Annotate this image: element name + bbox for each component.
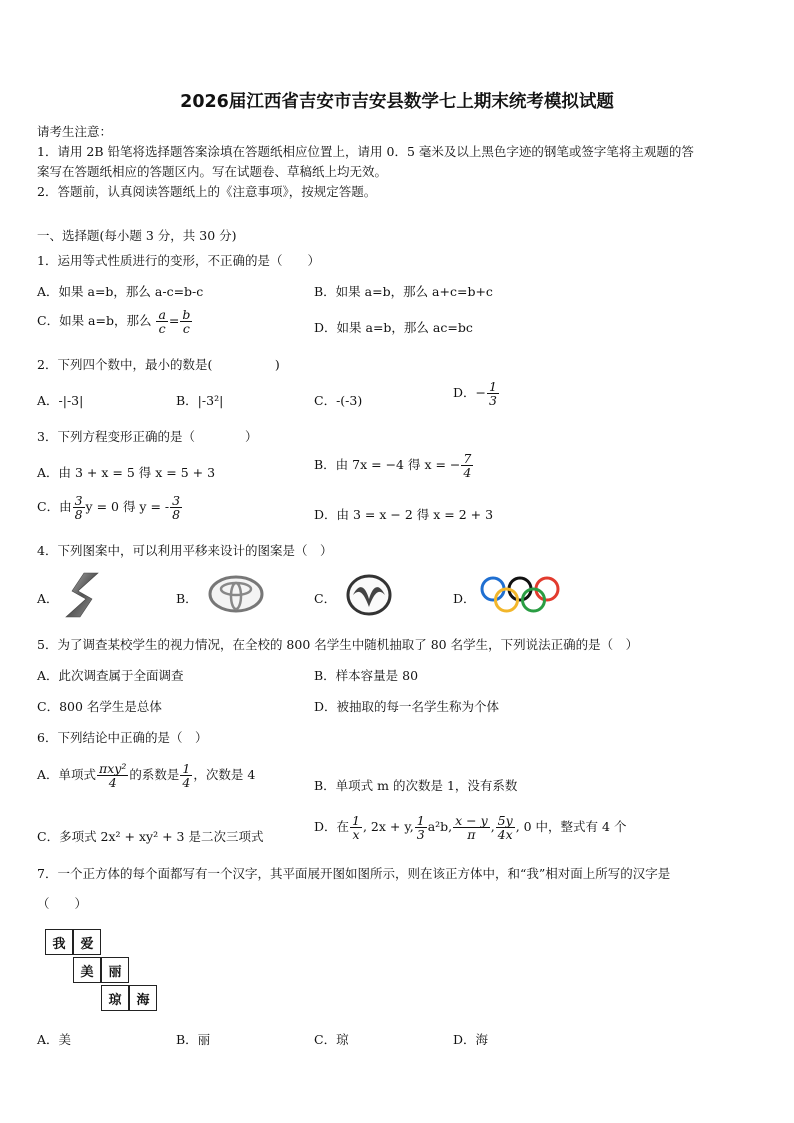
q5-option-d: D．被抽取的每一名学生称为个体 — [314, 699, 500, 714]
q7-paren: （ ） — [37, 896, 88, 911]
q6-stem: 6．下列结论中正确的是（ ） — [37, 730, 208, 745]
q3-c-middle: y = 0 得 y = - — [85, 499, 170, 515]
q2-d-fraction: $\frac{1}{3}$ — [489, 379, 497, 409]
q2-option-a: A．-|-3| — [37, 393, 84, 408]
section-heading: 一、选择题(每小题 3 分，共 30 分) — [37, 228, 237, 243]
q2-option-d — [453, 380, 500, 407]
q1-option-b: B．如果 a=b，那么 a+c=b+c — [314, 284, 493, 299]
q3-c-fraction-1: $\frac{3}{8}$ — [74, 493, 83, 523]
q6-d-fraction-1: $\frac{1}{x}$ — [352, 813, 360, 843]
net-cell-mei: 美 — [73, 957, 101, 983]
q6-d-middle-1: , 2x + y, — [362, 819, 414, 835]
notice-line-2: 2．答题前，认真阅读答题纸上的《注意事项》，按规定答题。 — [37, 184, 377, 199]
q2-d-prefix: D．− — [453, 385, 486, 401]
q1-option-a: A．如果 a=b，那么 a-c=b-c — [37, 284, 204, 299]
q6-a-middle: 的系数是 — [129, 767, 180, 783]
q1-option-c — [37, 308, 193, 335]
q3-c-fraction-2: $\frac{3}{8}$ — [172, 493, 181, 523]
q3-option-d: D．由 3 = x − 2 得 x = 2 + 3 — [314, 507, 494, 522]
olympic-rings-icon — [478, 574, 562, 616]
q5-option-a: A．此次调查属于全面调查 — [37, 668, 184, 683]
net-cell-hai: 海 — [129, 985, 157, 1011]
q4-option-b-label: B． — [176, 591, 198, 606]
page-title: 2026届江西省吉安市吉安县数学七上期末统考模拟试题 — [180, 92, 614, 112]
q2-option-c: C．-(-3) — [314, 393, 363, 408]
q6-option-c: C．多项式 2x² + xy² + 3 是二次三项式 — [37, 829, 264, 844]
net-cell-wo: 我 — [45, 929, 73, 955]
toyota-logo-icon — [208, 575, 264, 613]
notice-heading: 请考生注意： — [37, 124, 113, 139]
q3-b-fraction: $\frac{7}{4}$ — [463, 451, 472, 481]
notice-line-1b: 案写在答题纸相应的答题区内。写在试题卷、草稿纸上均无效。 — [37, 164, 388, 179]
q6-option-b: B．单项式 m 的次数是 1，没有系数 — [314, 778, 518, 793]
q2-option-b: B．|-3²| — [176, 393, 224, 408]
q1-c-fraction-2: $\frac{b}{c}$ — [182, 307, 191, 337]
q4-stem: 4．下列图案中，可以利用平移来设计的图案是（ ） — [37, 543, 333, 558]
q3-option-b — [314, 452, 474, 479]
net-cell-ai: 爱 — [73, 929, 101, 955]
q6-a-prefix: A．单项式 — [37, 767, 97, 783]
q1-c-fraction-1: $\frac{a}{c}$ — [158, 307, 166, 337]
mazda-logo-icon — [345, 573, 393, 617]
q6-d-middle-2: a²b, — [427, 819, 453, 835]
q4-option-c-label: C． — [314, 591, 337, 606]
q6-d-fraction-3: $\frac{x - y}{\pi}$ — [455, 813, 488, 843]
q6-d-suffix: , 0 中，整式有 4 个 — [515, 819, 627, 835]
q3-option-a: A．由 3 + x = 5 得 x = 5 + 3 — [37, 465, 216, 480]
q6-d-fraction-4: $\frac{5y}{4x}$ — [497, 813, 513, 843]
q6-option-d: D．在 $\frac{1}{x}$ , 2x + y, $\frac{1}{3}$ a²b, $\frac{x - y}{\pi}$ , $\frac{5y}{4x}$ , 0 中，整式有 4 个 — [314, 813, 627, 843]
q1-c-prefix: C．如果 a=b，那么 — [37, 313, 152, 329]
q1-option-d: D．如果 a=b，那么 ac=bc — [314, 320, 473, 335]
q7-stem: 7．一个正方体的每个面都写有一个汉字，其平面展开图如图所示，则在该正方体中，和“我”相对面上所写的汉字是 — [37, 866, 671, 881]
net-cell-li: 丽 — [101, 957, 129, 983]
net-cell-qiong: 琼 — [101, 985, 129, 1011]
q3-option-c — [37, 494, 183, 521]
q6-a-suffix: ，次数是 4 — [193, 767, 256, 783]
q5-option-c: C．800 名学生是总体 — [37, 699, 162, 714]
q6-option-a — [37, 762, 255, 789]
q1-c-equals: = — [168, 313, 180, 329]
q5-stem: 5．为了调查某校学生的视力情况，在全校的 800 名学生中随机抽取了 80 名学生，下列说法正确的是（ ） — [37, 637, 639, 652]
q2-stem: 2．下列四个数中，最小的数是( ) — [37, 357, 280, 372]
suzuki-logo-icon — [62, 571, 102, 619]
q7-option-d: D．海 — [453, 1032, 489, 1047]
q6-a-fraction-1: $\frac{\text{πxy²}}{4}$ — [99, 761, 127, 791]
q7-option-a: A．美 — [37, 1032, 72, 1047]
q3-c-prefix: C．由 — [37, 499, 72, 515]
q4-option-d-label: D． — [453, 591, 476, 606]
q3-stem: 3．下列方程变形正确的是（ ） — [37, 429, 258, 444]
q6-d-prefix: D．在 — [314, 819, 350, 835]
q4-option-a-label: A． — [37, 591, 59, 606]
q7-option-c: C．琼 — [314, 1032, 349, 1047]
q6-a-fraction-2: $\frac{1}{4}$ — [182, 761, 191, 791]
q5-option-b: B．样本容量是 80 — [314, 668, 419, 683]
notice-line-1a: 1．请用 2B 铅笔将选择题答案涂填在答题纸相应位置上，请用 0．5 毫米及以上黑色字迹的钢笔或签字笔将主观题的答 — [37, 144, 694, 159]
q6-d-fraction-2: $\frac{1}{3}$ — [416, 813, 425, 843]
q3-b-prefix: B．由 7x = −4 得 x = − — [314, 457, 461, 473]
q7-option-b: B．丽 — [176, 1032, 211, 1047]
q1-stem: 1．运用等式性质进行的变形，不正确的是（ ） — [37, 253, 320, 268]
